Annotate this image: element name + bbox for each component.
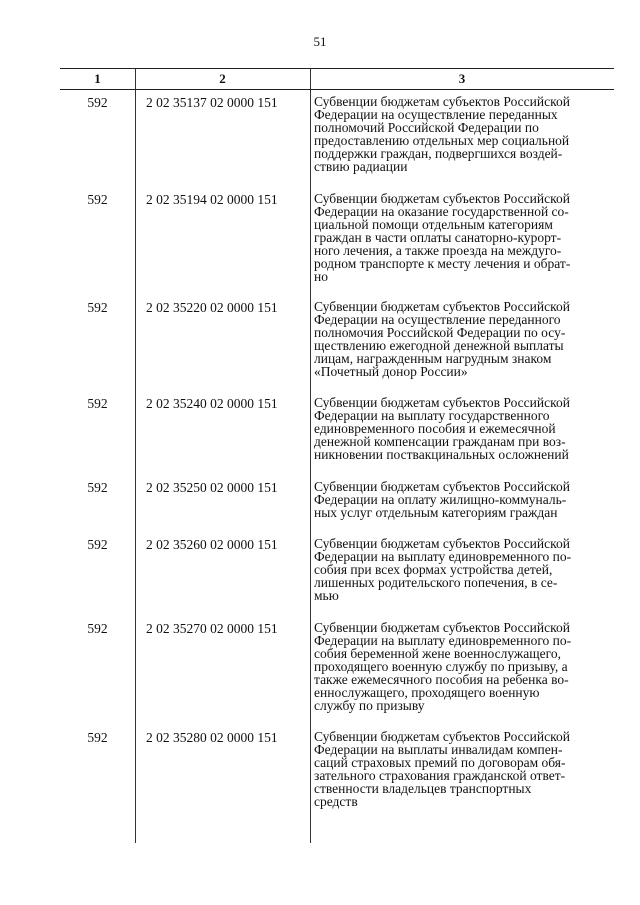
description xyxy=(314,300,610,378)
description-line: Федерации на выплату единовременного по- xyxy=(314,549,572,564)
description-line: Субвенции бюджетам субъектов Российской xyxy=(314,536,570,551)
description-line: поддержки граждан, подвергшихся воздей- xyxy=(314,146,563,161)
description-line: зательного страхования гражданской ответ- xyxy=(314,768,566,783)
description-line: собия беременной жене военнослужащего, xyxy=(314,646,561,661)
description-line: также ежемесячного пособия на ребенка во- xyxy=(314,672,569,687)
budget-code: 2 02 35240 02 0000 151 xyxy=(146,396,278,411)
admin-code: 592 xyxy=(87,537,108,552)
description-line: лишенных родительского попечения, в се- xyxy=(314,575,558,590)
admin-code: 592 xyxy=(87,480,108,495)
page-number: 51 xyxy=(313,34,327,49)
budget-code: 2 02 35260 02 0000 151 xyxy=(146,537,278,552)
description-line: Федерации на осуществление переданных xyxy=(314,107,558,122)
description-line: Федерации на выплату единовременного по- xyxy=(314,633,572,648)
description-line: Субвенции бюджетам субъектов Российской xyxy=(314,395,570,410)
description-line: мью xyxy=(314,588,339,603)
description-line: Федерации на выплаты инвалидам компен- xyxy=(314,742,563,757)
budget-code: 2 02 35280 02 0000 151 xyxy=(146,730,278,745)
description-line: граждан в части оплаты санаторно-курорт- xyxy=(314,230,562,245)
admin-code: 592 xyxy=(87,396,108,411)
description-line: но xyxy=(314,269,328,284)
header-col-1: 1 xyxy=(94,71,101,86)
budget-code: 2 02 35137 02 0000 151 xyxy=(146,95,278,110)
description xyxy=(314,621,610,712)
description-line: лицам, награжденным нагрудным знаком xyxy=(314,351,552,366)
description-line: Федерации на осуществление переданного xyxy=(314,312,561,327)
description-line: денежной компенсации гражданам при воз- xyxy=(314,434,566,449)
description-line: единовременного пособия и ежемесячной xyxy=(314,421,556,436)
admin-code: 592 xyxy=(87,192,108,207)
description-line: службу по призыву xyxy=(314,698,425,713)
description xyxy=(314,192,610,283)
description xyxy=(314,396,610,461)
description-line: полномочий Российской Федерации по xyxy=(314,120,539,135)
description-line: ственности владельцев транспортных xyxy=(314,781,532,796)
description-line: циальной помощи отдельным категориям xyxy=(314,217,553,232)
description-line: саций страховых премий по договорам обя- xyxy=(314,755,566,770)
admin-code: 592 xyxy=(87,730,108,745)
description-line: Субвенции бюджетам субъектов Российской xyxy=(314,94,570,109)
description xyxy=(314,480,610,519)
description-line: предоставлению отдельных мер социальной xyxy=(314,133,570,148)
budget-code: 2 02 35220 02 0000 151 xyxy=(146,300,278,315)
description-line: ствию радиации xyxy=(314,159,408,174)
description-line: Федерации на выплату государственного xyxy=(314,408,550,423)
description xyxy=(314,537,610,602)
description xyxy=(314,730,610,808)
budget-codes-table xyxy=(60,68,614,843)
header-col-2: 2 xyxy=(219,71,226,86)
description-line: Субвенции бюджетам субъектов Российской xyxy=(314,299,570,314)
description-line: ществлению ежегодной денежной выплаты xyxy=(314,338,564,353)
admin-code: 592 xyxy=(87,95,108,110)
description-line: еннослужащего, проходящего военную xyxy=(314,685,540,700)
description-line: Субвенции бюджетам субъектов Российской xyxy=(314,191,570,206)
table-header xyxy=(60,68,614,90)
budget-code: 2 02 35194 02 0000 151 xyxy=(146,192,278,207)
description-line: Федерации на оплату жилищно-коммуналь- xyxy=(314,492,567,507)
description-line: родном транспорте к месту лечения и обрат- xyxy=(314,256,571,271)
admin-code: 592 xyxy=(87,300,108,315)
description-line: Субвенции бюджетам субъектов Российской xyxy=(314,729,570,744)
description xyxy=(314,95,610,173)
description-line: ного лечения, а также проезда на междуго- xyxy=(314,243,562,258)
description-line: Субвенции бюджетам субъектов Российской xyxy=(314,620,570,635)
description-line: средств xyxy=(314,794,358,809)
column-divider xyxy=(310,68,311,843)
description-line: проходящего военную службу по призыву, а xyxy=(314,659,568,674)
budget-code: 2 02 35250 02 0000 151 xyxy=(146,480,278,495)
description-line: полномочия Российской Федерации по осу- xyxy=(314,325,566,340)
budget-code: 2 02 35270 02 0000 151 xyxy=(146,621,278,636)
description-line: собия при всех формах устройства детей, xyxy=(314,562,553,577)
description-line: Субвенции бюджетам субъектов Российской xyxy=(314,479,570,494)
description-line: ных услуг отдельным категориям граждан xyxy=(314,505,558,520)
column-divider xyxy=(135,68,136,843)
description-line: «Почетный донор России» xyxy=(314,364,468,379)
header-col-3: 3 xyxy=(458,71,466,86)
description-line: никновении поствакцинальных осложнений xyxy=(314,447,569,462)
description-line: Федерации на оказание государственной со- xyxy=(314,204,569,219)
admin-code: 592 xyxy=(87,621,108,636)
